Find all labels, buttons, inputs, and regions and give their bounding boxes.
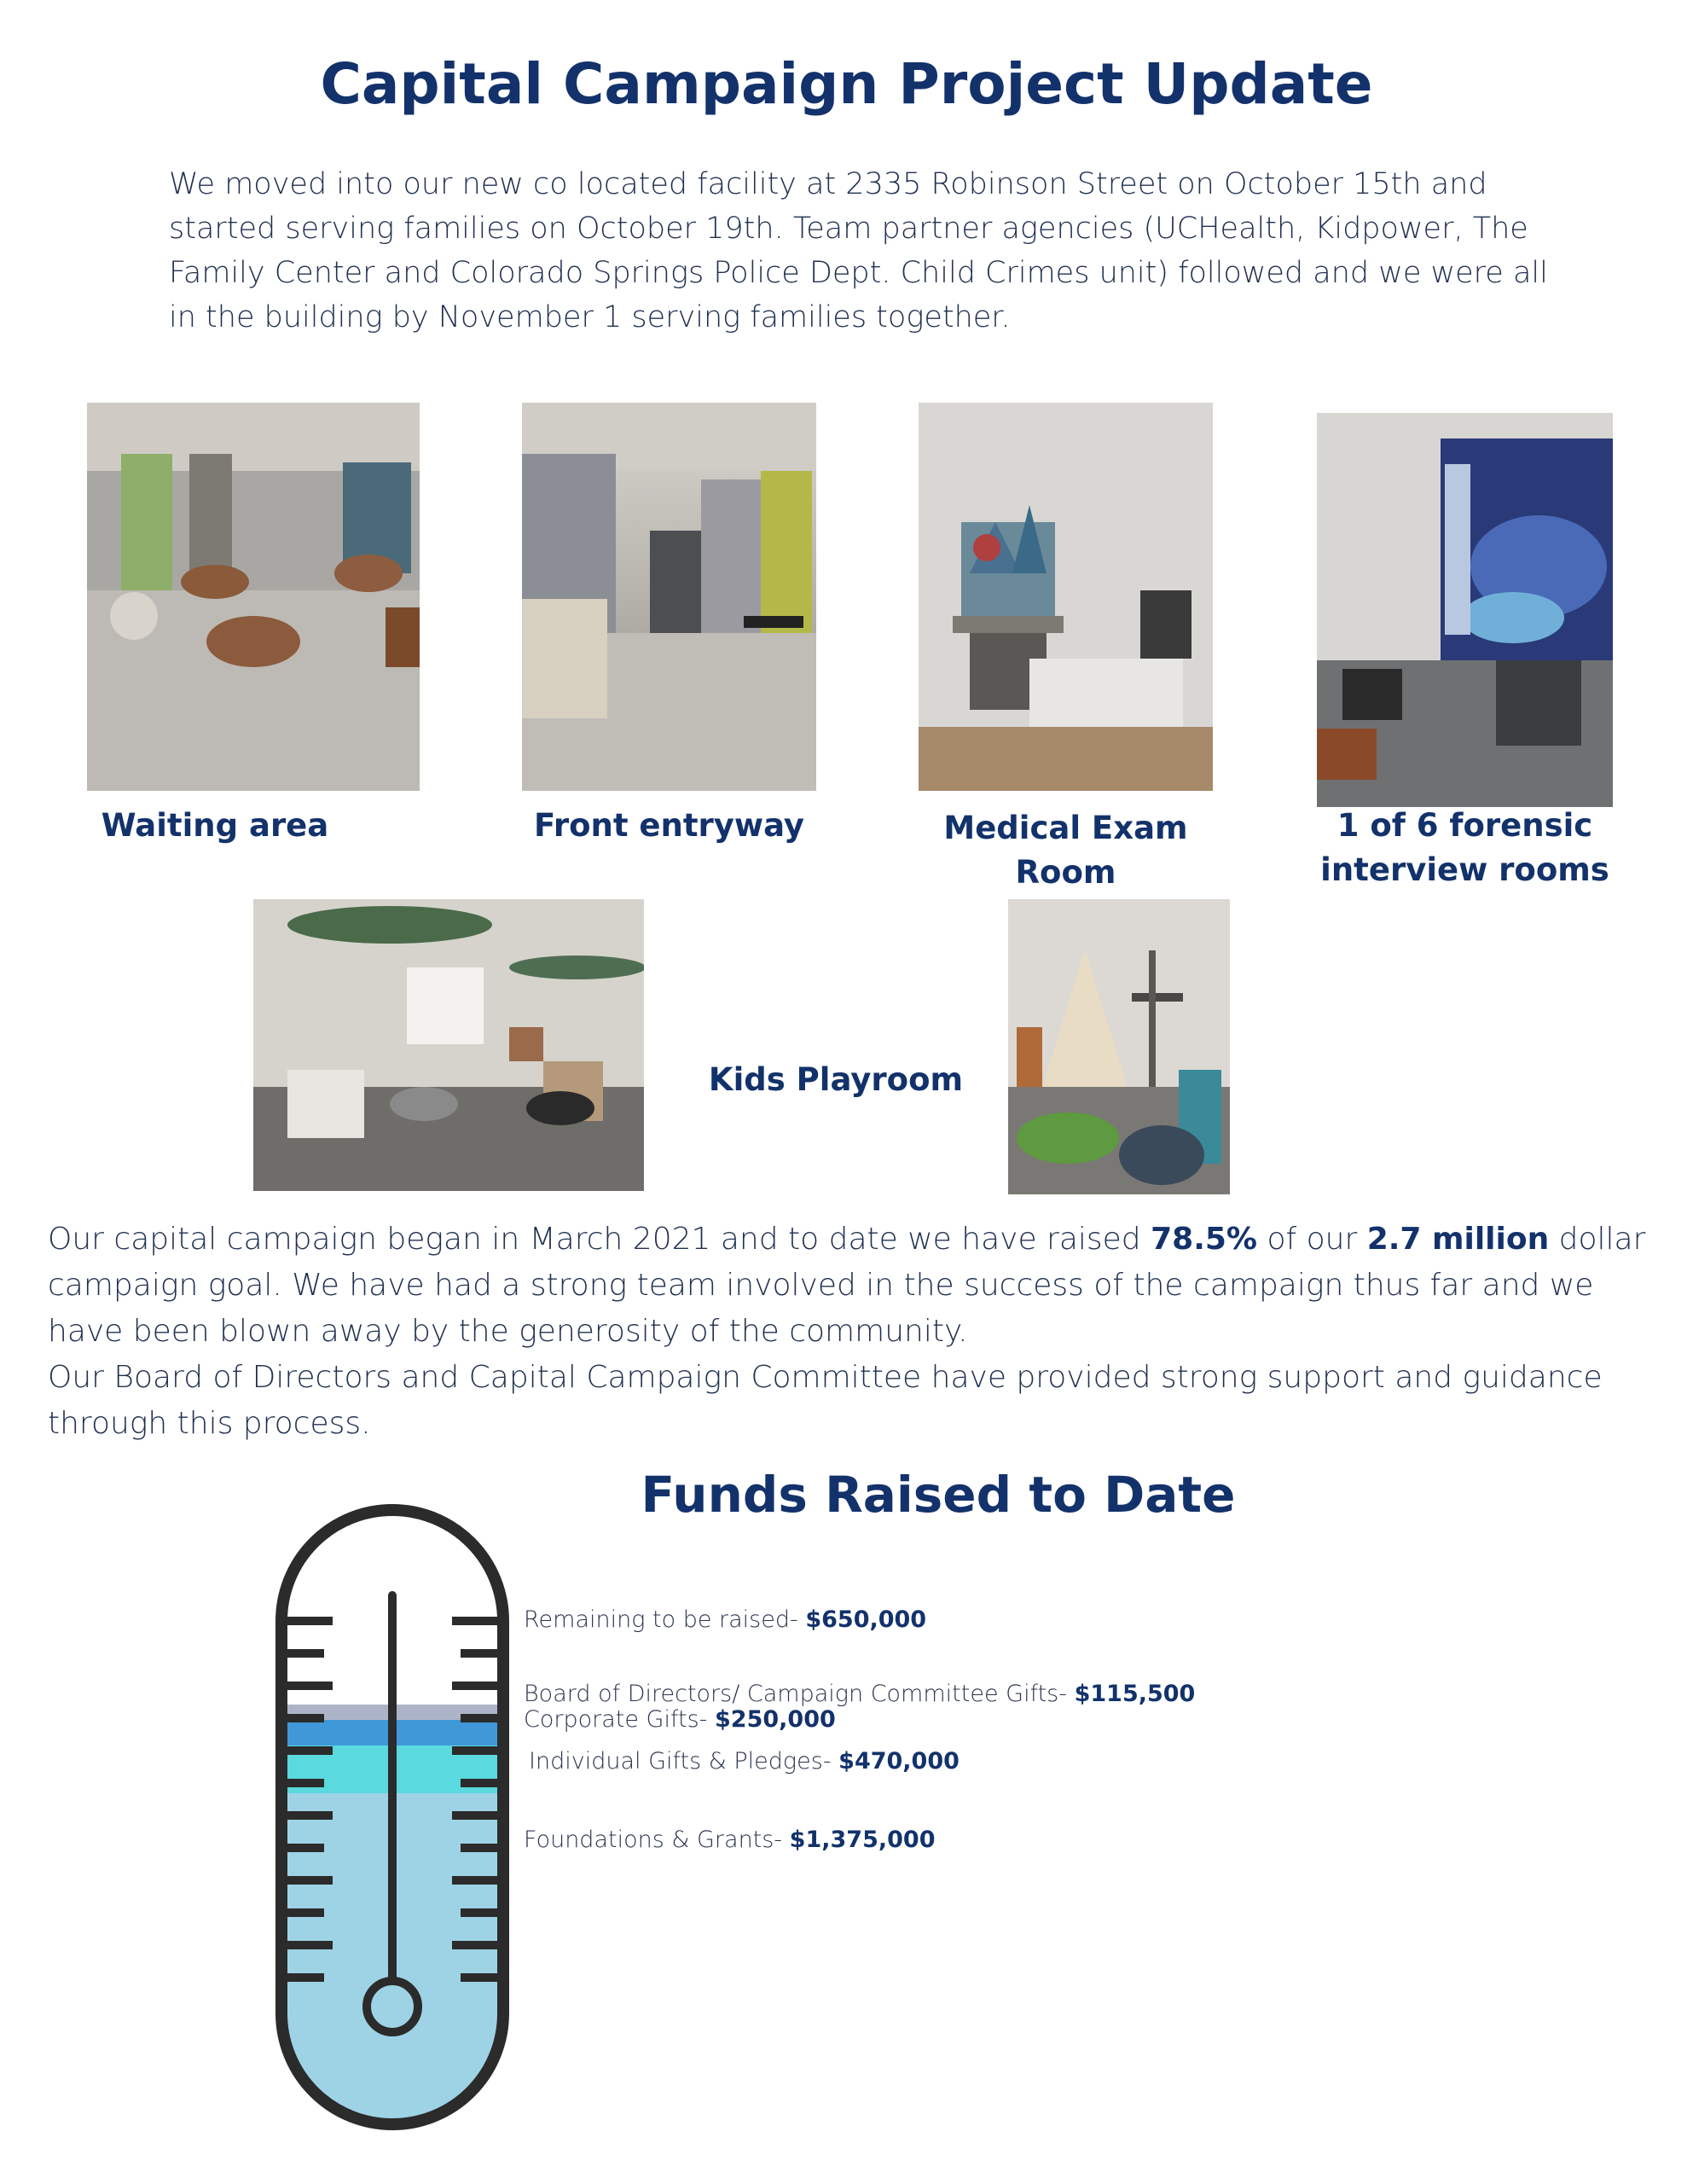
kids-playroom-photo-2: [1008, 899, 1230, 1194]
campaign-text-4: Our Board of Directors and Capital Campaign Committee have provided strong support and guidance through this process.: [48, 1360, 1603, 1441]
campaign-paragraph: [48, 1217, 1651, 1447]
legend-foundations: [524, 1827, 935, 1853]
waiting-area-photo: [87, 403, 420, 791]
legend-individual: [529, 1748, 960, 1774]
forensic-interview-room-photo: [1317, 413, 1613, 807]
legend-corporate-label: Corporate Gifts-: [524, 1706, 715, 1733]
percent-raised: 78.5%: [1151, 1222, 1258, 1257]
legend-corporate-amount: $250,000: [715, 1706, 836, 1733]
funds-raised-title: Funds Raised to Date: [641, 1466, 1236, 1524]
kids-playroom-photo-1: [253, 899, 644, 1191]
legend-board: [524, 1681, 1195, 1707]
legend-board-label: Board of Directors/ Campaign Committee Gifts-: [524, 1681, 1075, 1707]
kids-playroom-caption: Kids Playroom: [708, 1061, 964, 1098]
page-title: Capital Campaign Project Update: [320, 51, 1373, 117]
intro-paragraph: We moved into our new co located facility at 2335 Robinson Street on October 15th and started serving families on October 19th. Team partner agencies (UCHealth, Kidpower, The Family Center and Colorado Springs Police Dept. Child Crimes unit) followed and we were all in the building by November 1 serving families together.: [169, 167, 1548, 334]
legend-individual-label: Individual Gifts & Pledges-: [529, 1748, 839, 1774]
waiting-area-caption: Waiting area: [101, 807, 329, 844]
medical-exam-room-caption: Medical Exam Room: [943, 810, 1188, 891]
legend-board-amount: $115,500: [1074, 1681, 1196, 1707]
campaign-text-2: of our: [1257, 1222, 1367, 1257]
legend-corporate: [524, 1706, 836, 1733]
legend-remaining-label: Remaining to be raised-: [524, 1606, 806, 1633]
forensic-interview-room-caption: 1 of 6 forensic interview rooms: [1320, 807, 1609, 888]
front-entryway-caption: Front entryway: [533, 807, 805, 844]
legend-foundations-label: Foundations & Grants-: [524, 1827, 790, 1853]
medical-exam-room-photo: [919, 403, 1213, 791]
campaign-text-3: dollar campaign goal. We have had a strong team involved in the success of the campaign thus far and we have been blown away by the generosity of the community.: [48, 1222, 1646, 1349]
legend-foundations-amount: $1,375,000: [789, 1827, 936, 1853]
legend-remaining: [524, 1606, 926, 1633]
legend-remaining-amount: $650,000: [805, 1606, 927, 1633]
legend-individual-amount: $470,000: [838, 1748, 960, 1774]
thermometer-graphic: [264, 1502, 520, 2133]
front-entryway-photo: [522, 403, 816, 791]
campaign-goal: 2.7 million: [1366, 1222, 1550, 1257]
campaign-text-1: Our capital campaign began in March 2021 and to date we have raised: [48, 1222, 1151, 1257]
